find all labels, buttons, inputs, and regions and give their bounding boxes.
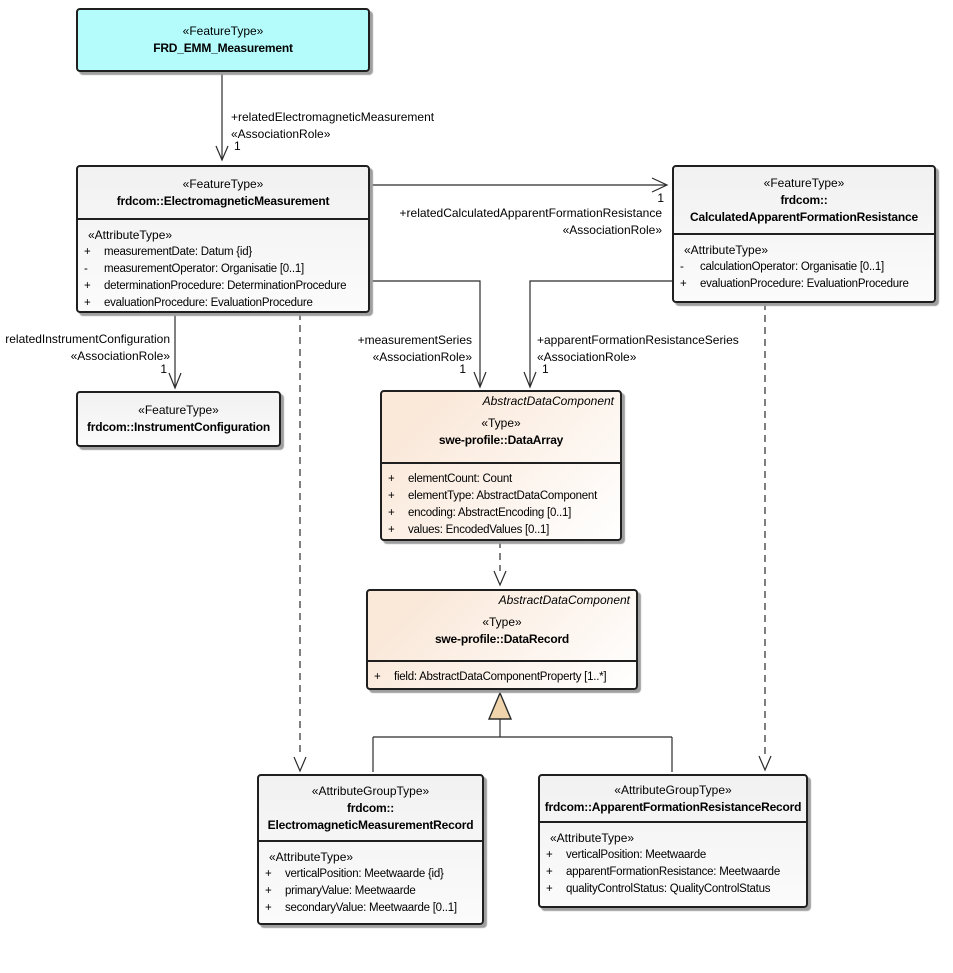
multiplicity-label: 1 [160,362,167,376]
attribute-compartment [540,821,806,898]
association-related-electromagnetic-measurement [216,74,228,160]
class-header [78,10,368,70]
visibility-marker: + [546,849,553,861]
class-stereotype: «FeatureType» [182,176,264,191]
attribute-text: elementCount: Count [408,473,512,485]
multiplicity-label: 1 [657,191,664,205]
visibility-marker: + [374,671,381,683]
attribute-row [78,261,368,278]
class-header [368,591,636,660]
attribute-text: values: EncodedValues [0..1] [408,524,550,536]
class-box-apparent-formation-resistance-record [538,774,808,908]
visibility-marker: + [546,883,553,895]
attribute-text: evaluationProcedure: EvaluationProcedure [104,297,313,309]
multiplicity-label: 1 [459,362,466,376]
attribute-row [382,471,620,488]
attribute-text: apparentFormationResistance: Meetwaarde [566,866,780,878]
association-role-label: +apparentFormationResistanceSeries [537,333,739,347]
class-header [259,776,482,840]
attribute-row [259,883,482,900]
attribute-row [540,864,806,881]
class-stereotype: «FeatureType» [182,24,264,38]
visibility-marker: + [265,902,272,914]
attribute-text: determinationProcedure: DeterminationProcedure [104,280,347,292]
attribute-text: verticalPosition: Meetwaarde [566,849,707,861]
class-name-line2: CalculatedApparentFormationResistance [690,209,918,224]
association-stereotype-label: «AssociationRole» [372,350,472,364]
dependency-cafr-to-afr-record [759,303,771,770]
visibility-marker: + [546,866,553,878]
class-box-calculated-apparent-formation-resistance [672,165,936,303]
visibility-marker: - [680,261,684,273]
visibility-marker: - [84,263,88,275]
attribute-stereotype: «AttributeType» [684,243,769,257]
association-role-label: +relatedCalculatedApparentFormationResistance [399,206,662,220]
class-name: swe-profile::DataRecord [434,632,570,646]
attribute-stereotype: «AttributeType» [550,831,635,845]
parent-class-label: AbstractDataComponent [482,394,614,408]
association-stereotype-label: «AssociationRole» [562,223,662,237]
class-name: frdcom::ApparentFormationResistanceRecord [544,799,802,814]
attribute-row [540,881,806,898]
visibility-marker: + [388,490,395,502]
attribute-stereotype: «AttributeType» [269,850,354,864]
dependency-data-array-to-data-record [494,541,506,585]
attribute-text: secondaryValue: Meetwaarde [0..1] [285,902,457,914]
attribute-row [368,669,636,686]
attribute-row [540,847,806,864]
class-stereotype: «FeatureType» [138,403,219,417]
class-name-line1: frdcom:: [780,192,828,207]
association-stereotype-label: «AssociationRole» [537,350,637,364]
class-name: swe-profile::DataArray [438,433,564,447]
generalization-to-data-record [373,693,672,772]
generalization-triangle [489,693,511,719]
attribute-text: field: AbstractDataComponentProperty [1..*] [394,671,607,683]
parent-class-label: AbstractDataComponent [498,593,630,607]
multiplicity-label: 1 [234,139,241,153]
attribute-stereotype: «AttributeType» [88,228,173,242]
attribute-row [259,866,482,883]
association-related-calculated-afr [372,178,667,192]
class-name-line2: ElectromagneticMeasurementRecord [267,817,474,832]
class-box-electromagnetic-measurement-record [257,774,484,925]
attribute-text: encoding: AbstractEncoding [0..1] [408,507,572,519]
class-stereotype: «AttributeGroupType» [614,782,732,797]
class-name: frdcom::ElectromagneticMeasurement [116,193,330,208]
attribute-text: primaryValue: Meetwaarde [285,885,416,897]
class-name-line1: frdcom:: [346,800,395,815]
visibility-marker: + [388,524,395,536]
attribute-compartment [259,840,482,917]
class-box-instrument-configuration [76,391,281,447]
attribute-text: measurementOperator: Organisatie [0..1] [104,263,304,275]
class-name: FRD_EMM_Measurement [153,41,293,55]
association-stereotype-label: «AssociationRole» [70,349,170,363]
attribute-text: elementType: AbstractDataComponent [408,490,598,502]
association-role-label: +measurementSeries [357,333,472,347]
class-header [78,167,368,218]
multiplicity-label: 1 [542,362,549,376]
class-name: frdcom::InstrumentConfiguration [86,420,271,434]
visibility-marker: + [84,297,91,309]
attribute-text: evaluationProcedure: EvaluationProcedure [700,278,909,290]
class-stereotype: «AttributeGroupType» [311,783,430,798]
class-box-data-record [366,589,638,690]
association-role-label: +relatedElectromagneticMeasurement [231,110,435,124]
visibility-marker: + [265,885,272,897]
association-role-label: relatedInstrumentConfiguration [5,332,170,346]
visibility-marker: + [84,246,91,258]
class-header [382,392,620,462]
attribute-text: verticalPosition: Meetwaarde {id} [285,868,444,880]
visibility-marker: + [680,278,687,290]
attribute-compartment [78,218,368,312]
attribute-row [78,278,368,295]
visibility-marker: + [265,868,272,880]
attribute-row [78,244,368,261]
class-box-electromagnetic-measurement [76,165,370,313]
class-box-data-array [380,390,622,541]
attribute-row [382,522,620,539]
visibility-marker: + [388,473,395,485]
association-related-instrument-configuration [169,313,181,388]
attribute-row [259,900,482,917]
visibility-marker: + [388,507,395,519]
association-stereotype-label: «AssociationRole» [231,127,331,141]
attribute-row [78,295,368,312]
visibility-marker: + [84,280,91,292]
attribute-row [382,505,620,522]
attribute-row [674,276,934,293]
attribute-row [382,488,620,505]
dependency-em-to-em-record [294,313,306,771]
attribute-text: measurementDate: Datum {id} [104,246,252,258]
attribute-text: qualityControlStatus: QualityControlStatus [566,883,771,895]
attribute-text: calculationOperator: Organisatie [0..1] [700,261,884,273]
class-header [674,167,934,233]
class-stereotype: «FeatureType» [763,175,845,190]
class-stereotype: «Type» [482,615,522,629]
attribute-compartment [674,233,934,293]
attribute-compartment [382,462,620,539]
attribute-compartment [368,660,636,686]
class-header [540,776,806,821]
attribute-row [674,259,934,276]
class-stereotype: «Type» [481,416,521,430]
class-header [78,393,279,445]
class-box-frd-emm-measurement [76,8,370,72]
